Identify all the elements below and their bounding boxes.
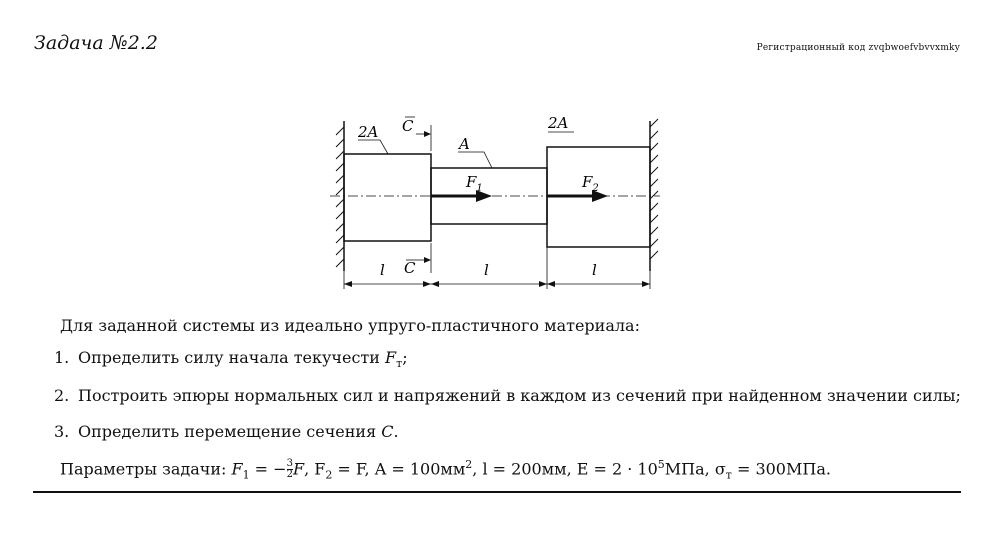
area-left-label: 2A xyxy=(358,123,379,141)
problem-intro: Для заданной системы из идеально упруго-пластичного материала: xyxy=(60,316,640,335)
param-f1: F xyxy=(231,459,243,479)
param-rest1: , l = 200мм, E = 2 · 10 xyxy=(472,459,658,479)
task-number: 1. xyxy=(54,348,70,367)
length-2: l xyxy=(484,261,489,279)
task-number: 3. xyxy=(54,422,70,441)
area-mid-label: A xyxy=(459,135,470,153)
bottom-rule xyxy=(33,491,961,493)
task-subscript: т xyxy=(396,357,403,371)
param-f2: , F xyxy=(304,459,326,479)
param-f2-sub: 2 xyxy=(325,468,333,482)
param-rest2: МПа, σ xyxy=(664,459,726,479)
segment-left xyxy=(344,154,431,241)
param-sigma-sub: т xyxy=(725,468,732,482)
param-area-sup: 2 xyxy=(465,458,473,471)
problem-parameters xyxy=(60,458,831,482)
section-c-top: C xyxy=(402,117,414,135)
task-text: Определить силу начала текучести xyxy=(78,348,386,367)
frac-den: 2 xyxy=(286,469,293,481)
params-prefix: Параметры задачи: xyxy=(60,459,232,479)
task-tail: . xyxy=(393,422,399,441)
task-title: Задача №2.2 xyxy=(34,32,158,54)
param-rest3: = 300МПа. xyxy=(731,459,831,479)
force1-label: $F_1$ xyxy=(466,173,483,194)
param-f1-sub: 1 xyxy=(242,468,250,482)
force2-label: $F_2$ xyxy=(582,173,599,194)
task-variable: C xyxy=(381,422,394,441)
task-text: Определить перемещение сечения xyxy=(78,422,382,441)
task-number: 2. xyxy=(54,386,70,405)
registration-code: Регистрационный код zvqbwoefvbvvxmky xyxy=(756,43,960,53)
section-c-bottom: C xyxy=(404,259,416,277)
bar-diagram xyxy=(326,113,662,295)
param-e-sup: 5 xyxy=(657,458,665,471)
area-right-label: 2A xyxy=(548,114,569,132)
task-tail: ; xyxy=(402,348,408,367)
leader-left xyxy=(358,140,388,154)
length-3: l xyxy=(592,261,597,279)
leader-mid xyxy=(458,152,492,168)
right-wall-hatch xyxy=(650,119,658,259)
param-f1-eq: = − xyxy=(249,459,287,479)
param-f2-eq: = F, A = 100мм xyxy=(332,459,466,479)
left-wall-hatch xyxy=(336,127,344,267)
task-text: Построить эпюры нормальных сил и напряжений в каждом из сечений при найденном значении силы; xyxy=(78,386,961,405)
param-f1-tail: F xyxy=(292,459,305,479)
frac-num: 3 xyxy=(286,458,293,470)
task-variable: F xyxy=(385,348,397,367)
length-1: l xyxy=(380,261,385,279)
